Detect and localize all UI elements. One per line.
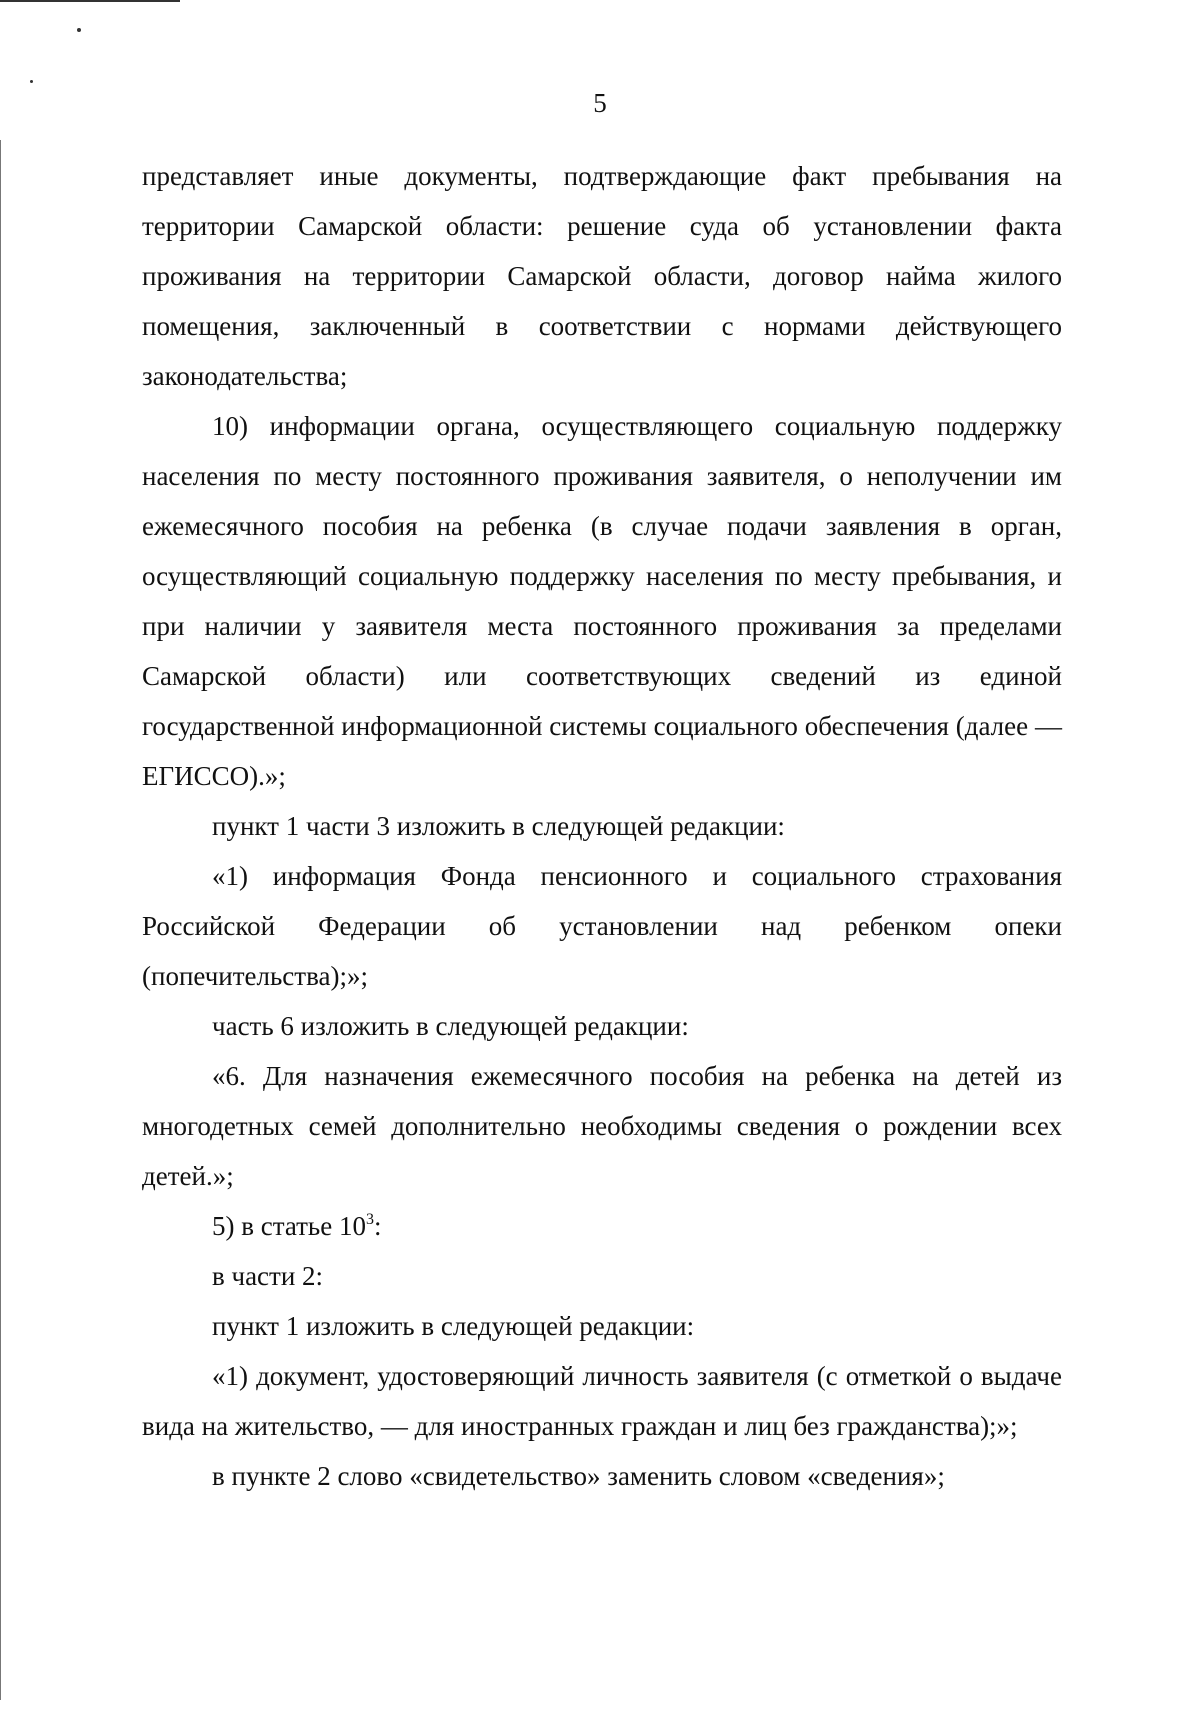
paragraph: «1) документ, удостоверяющий личность заявителя (с отметкой о выдаче вида на жительство, — для иностранных граждан и лиц без гражданства);»; — [142, 1361, 1062, 1441]
paragraph: «1) информация Фонда пенсионного и социального страхования Российской Федерации об установлении над ребенком опеки (попечительства);»; — [142, 861, 1062, 991]
paragraph: пункт 1 изложить в следующей редакции: — [212, 1311, 695, 1341]
scan-artifact-dot — [30, 80, 33, 83]
paragraph: пункт 1 части 3 изложить в следующей редакции: — [212, 811, 785, 841]
paragraph — [142, 1201, 1062, 1251]
scan-artifact-edge — [0, 140, 1, 1700]
page-number: 5 — [593, 88, 607, 118]
paragraph-text: : — [373, 1211, 382, 1241]
superscript: 3 — [365, 1211, 374, 1228]
paragraph-text: 5) в статье 10 — [212, 1211, 366, 1241]
scan-artifact-dot — [77, 28, 81, 32]
paragraph: в пункте 2 слово «свидетельство» заменить словом «сведения»; — [212, 1461, 945, 1491]
paragraph: 10) информации органа, осуществляющего социальную поддержку населения по месту постоянного проживания заявителя, о неполучении им ежемесячного пособия на ребенка (в случае подачи заявления в орган, осуществляющий социальную поддержку населения по месту пребывания, и при наличии у заявителя места постоянного проживания за пределами Самарской области) или соответствующих сведений из единой государственной информационной системы социального обеспечения (далее — ЕГИССО).»; — [142, 411, 1062, 791]
paragraph: представляет иные документы, подтверждающие факт пребывания на территории Самарской области: решение суда об установлении факта проживания на территории Самарской области, договор найма жилого помещения, заключенный в соответствии с нормами действующего законодательства; — [142, 161, 1062, 391]
scan-artifact-top — [0, 0, 180, 2]
paragraph: «6. Для назначения ежемесячного пособия на ребенка на детей из многодетных семей дополнительно необходимы сведения о рождении всех детей.»; — [142, 1061, 1062, 1191]
document-body — [142, 151, 1062, 1501]
paragraph: в части 2: — [212, 1261, 324, 1291]
paragraph: часть 6 изложить в следующей редакции: — [212, 1011, 689, 1041]
